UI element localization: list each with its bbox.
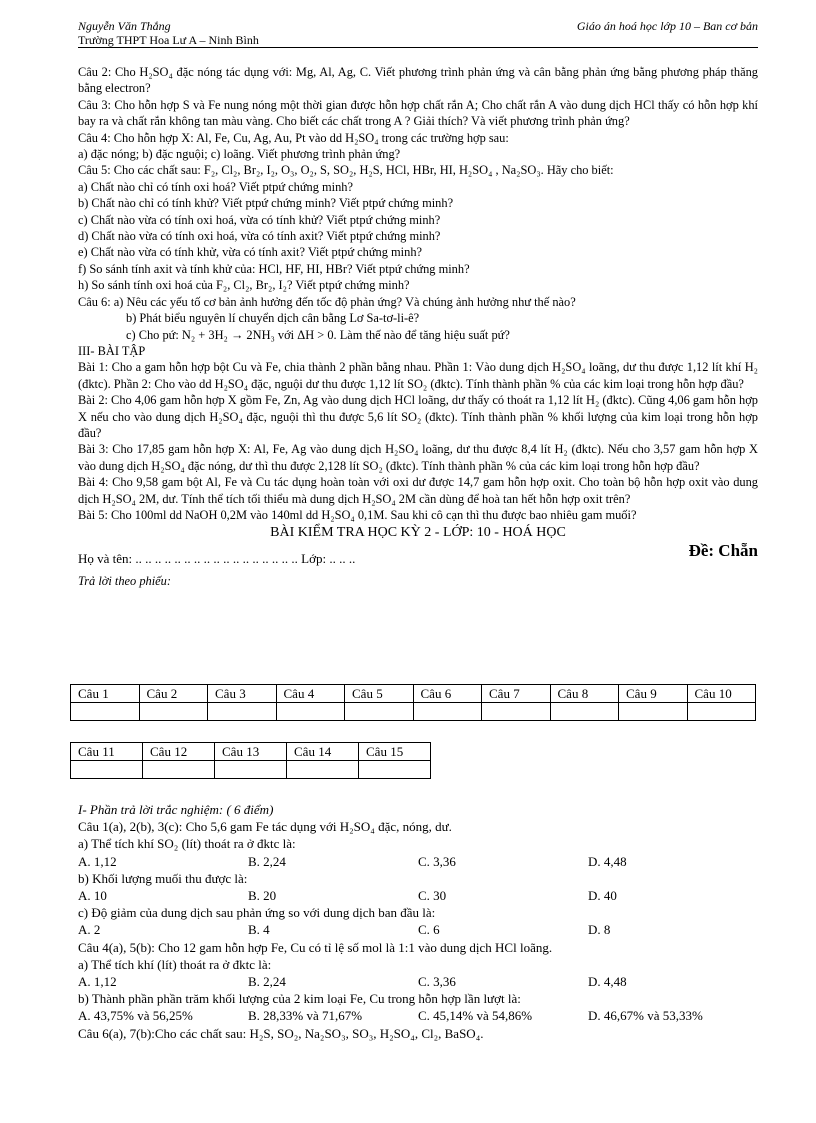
answer-header: Câu 14 — [287, 743, 359, 761]
option-a: A. 10 — [78, 888, 107, 904]
answer-cell[interactable] — [550, 703, 619, 721]
answer-cell[interactable] — [215, 761, 287, 779]
answer-header: Câu 7 — [482, 685, 551, 703]
mc-options — [78, 921, 758, 938]
answer-header: Câu 4 — [276, 685, 345, 703]
question-2: Câu 2: Cho H₂SO₄ đặc nóng tác dụng với: Mg, Al, Ag, C. Viết phương trình phản ứng và cân bằng phản ứng bằng phương pháp thăng bằng electron? — [78, 65, 758, 96]
question-6-b: b) Phát biểu nguyên lí chuyển dịch cân bằng Lơ Sa-tơ-li-ê? — [126, 311, 420, 326]
question-4-sub: a) đặc nóng; b) đặc nguội; c) loãng. Viết phương trình phản ứng? — [78, 147, 401, 162]
question-5-item: f) So sánh tính axit và tính khử của: HCl, HF, HI, HBr? Viết ptpứ chứng minh? — [78, 261, 470, 276]
mc-block-3: Câu 6(a), 7(b):Cho các chất sau: H₂S, SO₂, Na₂SO₃, SO₃, H₂SO₄, Cl₂, BaSO₄. — [78, 1025, 484, 1041]
option-d: D. 40 — [588, 888, 617, 904]
question-5-item: e) Chất nào vừa có tính khử, vừa có tính axit? Viết ptpứ chứng minh? — [78, 245, 423, 260]
answer-cell[interactable] — [71, 703, 140, 721]
mc-question: a) Thể tích khí (lít) thoát ra ở đktc là: — [78, 956, 272, 972]
option-c: C. 30 — [418, 888, 447, 904]
answer-header: Câu 1 — [71, 685, 140, 703]
question-4: Câu 4: Cho hỗn hợp X: Al, Fe, Cu, Ag, Au, Pt vào dd H₂SO₄ trong các trường hợp sau: — [78, 130, 509, 145]
document-page — [78, 0, 758, 1041]
answer-cell[interactable] — [71, 761, 143, 779]
option-b: B. 2,24 — [248, 974, 286, 990]
exercise-5: Bài 5: Cho 100ml dd NaOH 0,2M vào 140ml dd H₂SO₄ 0,1M. Sau khi cô cạn thì thu được bao nhiêu gam muối? — [78, 507, 637, 522]
option-b: B. 4 — [248, 922, 270, 938]
answer-cell[interactable] — [287, 761, 359, 779]
section-3-heading: III- BÀI TẬP — [78, 343, 146, 358]
answer-table-1 — [70, 684, 756, 721]
answer-header: Câu 13 — [215, 743, 287, 761]
option-c: C. 45,14% và 54,86% — [418, 1008, 533, 1024]
mc-question: c) Độ giảm của dung dịch sau phản ứng so với dung dịch ban đầu là: — [78, 905, 436, 921]
header-divider — [78, 47, 758, 48]
answer-cell[interactable] — [359, 761, 431, 779]
answer-header: Câu 2 — [139, 685, 208, 703]
option-a: A. 1,12 — [78, 974, 117, 990]
question-6-c: c) Cho pứ: N₂ + 3H₂ → 2NH₃ với ΔH > 0. Làm thế nào để tăng hiệu suất pứ? — [126, 327, 510, 342]
document-title: Giáo án hoá học lớp 10 – Ban cơ bản — [576, 19, 758, 33]
answer-cell[interactable] — [208, 703, 277, 721]
answer-header: Câu 3 — [208, 685, 277, 703]
option-c: C. 3,36 — [418, 974, 456, 990]
option-d: D. 46,67% và 53,33% — [588, 1008, 703, 1024]
answer-cell[interactable] — [619, 703, 688, 721]
option-a: A. 1,12 — [78, 853, 117, 869]
answer-cell[interactable] — [143, 761, 215, 779]
exam-title: BÀI KIỂM TRA HỌC KỲ 2 - LỚP: 10 - HOÁ HỌC — [270, 525, 566, 541]
question-5: Câu 5: Cho các chất sau: F₂, Cl₂, Br₂, I₂, O₃, O₂, S, SO₂, H₂S, HCl, HBr, HI, H₂SO₄ , Na₂SO₃. Hãy cho biết: — [78, 163, 614, 178]
questions-section — [78, 64, 758, 590]
answer-cell[interactable] — [482, 703, 551, 721]
exercise-2: Bài 2: Cho 4,06 gam hỗn hợp X gồm Fe, Zn, Ag vào dung dịch HCl loãng, dư thấy có thoát ra 1,12 lít H₂ (đktc). Cũng 4,06 gam hỗn hợp X nếu cho vào dung dịch H₂SO₄ đặc, nguội thì thu được 5,6 lít SO₂ (đktc). Tính thành phần % khối lượng của kim loại trong hỗn hợp đầu? — [78, 393, 758, 440]
answer-header: Câu 11 — [71, 743, 143, 761]
answer-header: Câu 6 — [413, 685, 482, 703]
mc-options — [78, 853, 758, 870]
author-name: Nguyễn Văn Thắng — [78, 19, 171, 33]
answer-cell[interactable] — [139, 703, 208, 721]
multiple-choice-section — [78, 801, 758, 1042]
mc-question: b) Thành phần phần trăm khối lượng của 2 kim loại Fe, Cu trong hỗn hợp lần lượt là: — [78, 991, 521, 1007]
answer-header: Câu 8 — [550, 685, 619, 703]
option-c: C. 6 — [418, 922, 440, 938]
option-b: B. 28,33% và 71,67% — [248, 1008, 363, 1024]
answer-header: Câu 12 — [143, 743, 215, 761]
option-a: A. 2 — [78, 922, 101, 938]
school-name: Trường THPT Hoa Lư A – Ninh Bình — [78, 33, 259, 47]
answer-cell[interactable] — [276, 703, 345, 721]
question-5-item: c) Chất nào vừa có tính oxi hoá, vừa có tính khử? Viết ptpứ chứng minh? — [78, 212, 441, 227]
student-info — [78, 541, 758, 573]
answer-table-2 — [70, 742, 431, 779]
question-3: Câu 3: Cho hỗn hợp S và Fe nung nóng một thời gian được hỗn hợp chất rắn A; Cho chất rắn A vào dung dịch HCl thấy có hỗn hợp khí bay ra và chất rắn không tan màu vàng. Cho biết các chất trong A ? Giải thích? Và viết phương trình phản ứng? — [78, 97, 758, 129]
option-d: D. 8 — [588, 922, 611, 938]
option-b: B. 20 — [248, 888, 277, 904]
mc-question: b) Khối lượng muối thu được là: — [78, 870, 248, 886]
question-5-item: d) Chất nào vừa có tính oxi hoá, vừa có tính axit? Viết ptpứ chứng minh? — [78, 229, 441, 244]
option-d: D. 4,48 — [588, 974, 627, 990]
option-a: A. 43,75% và 56,25% — [78, 1008, 193, 1024]
answer-header: Câu 9 — [619, 685, 688, 703]
mc-heading: I- Phần trả lời trắc nghiệm: ( 6 điểm) — [78, 802, 274, 817]
question-6: Câu 6: a) Nêu các yếu tố cơ bản ảnh hưởng đến tốc độ phản ứng? Và chúng ảnh hưởng như thế nào? — [78, 294, 576, 309]
answer-cell[interactable] — [345, 703, 414, 721]
mc-options — [78, 973, 758, 990]
answer-cell[interactable] — [413, 703, 482, 721]
exam-code: Đề: Chẵn — [688, 541, 758, 561]
mc-block-1: Câu 1(a), 2(b), 3(c): Cho 5,6 gam Fe tác dụng với H₂SO₄ đặc, nóng, dư. — [78, 819, 452, 835]
answer-instruction: Trả lời theo phiếu: — [78, 574, 172, 589]
answer-header: Câu 5 — [345, 685, 414, 703]
mc-options — [78, 1007, 758, 1024]
answer-header: Câu 10 — [687, 685, 756, 703]
answer-cell[interactable] — [687, 703, 756, 721]
question-5-item: h) So sánh tính oxi hoá của F₂, Cl₂, Br₂, I₂? Viết ptpứ chứng minh? — [78, 278, 410, 293]
answer-header: Câu 15 — [359, 743, 431, 761]
mc-block-2: Câu 4(a), 5(b): Cho 12 gam hỗn hợp Fe, Cu có tỉ lệ số mol là 1:1 vào dung dịch HCl loãng. — [78, 939, 553, 955]
question-5-item: b) Chất nào chỉ có tính khử? Viết ptpứ chứng minh? Viết ptpứ chứng minh? — [78, 196, 454, 211]
page-header — [78, 0, 758, 48]
exercise-1: Bài 1: Cho a gam hỗn hợp bột Cu và Fe, chia thành 2 phần bằng nhau. Phần 1: Vào dung dịch H₂SO₄ loãng, dư thu được 1,12 lít khí H₂ (đktc). Phần 2: Cho vào dd H₂SO₄ đặc, nguội dư thu được 1,12 lít SO₂ (đktc). Tính thành phần % của các kim loại trong hỗn hợp đầu? — [78, 360, 758, 391]
exercise-4: Bài 4: Cho 9,58 gam bột Al, Fe và Cu tác dụng hoàn toàn với oxi dư được 14,7 gam hỗn hợp oxit. Cho toàn bộ hỗn hợp oxit vào dung dịch H₂SO₄ 2M, dư. Tính thể tích tối thiểu mà dung dịch H₂SO₄ 2M cần dùng để hoà tan hết hỗn hợp oxit trên? — [78, 475, 758, 506]
name-class-line: Họ và tên: .. .. .. .. .. .. .. .. .. .. .. .. .. .. .. .. .. Lớp: .. .. .. — [78, 551, 356, 567]
exercise-3: Bài 3: Cho 17,85 gam hỗn hợp X: Al, Fe, Ag vào dung dịch H₂SO₄ loãng, dư thu được 8,4 lít H₂ (đktc). Nếu cho 3,57 gam hỗn hợp X vào dung dịch H₂SO₄ đặc nóng, dư thì thu được 2,128 lít SO₂ (đktc). Tính thành phần % của các kim loại trong hỗn hợp đầu? — [78, 442, 758, 473]
mc-options — [78, 887, 758, 904]
mc-question: a) Thể tích khí SO₂ (lít) thoát ra ở đktc là: — [78, 836, 296, 852]
option-c: C. 3,36 — [418, 853, 456, 869]
option-d: D. 4,48 — [588, 853, 627, 869]
option-b: B. 2,24 — [248, 853, 286, 869]
question-5-item: a) Chất nào chỉ có tính oxi hoá? Viết ptpứ chứng minh? — [78, 179, 354, 194]
